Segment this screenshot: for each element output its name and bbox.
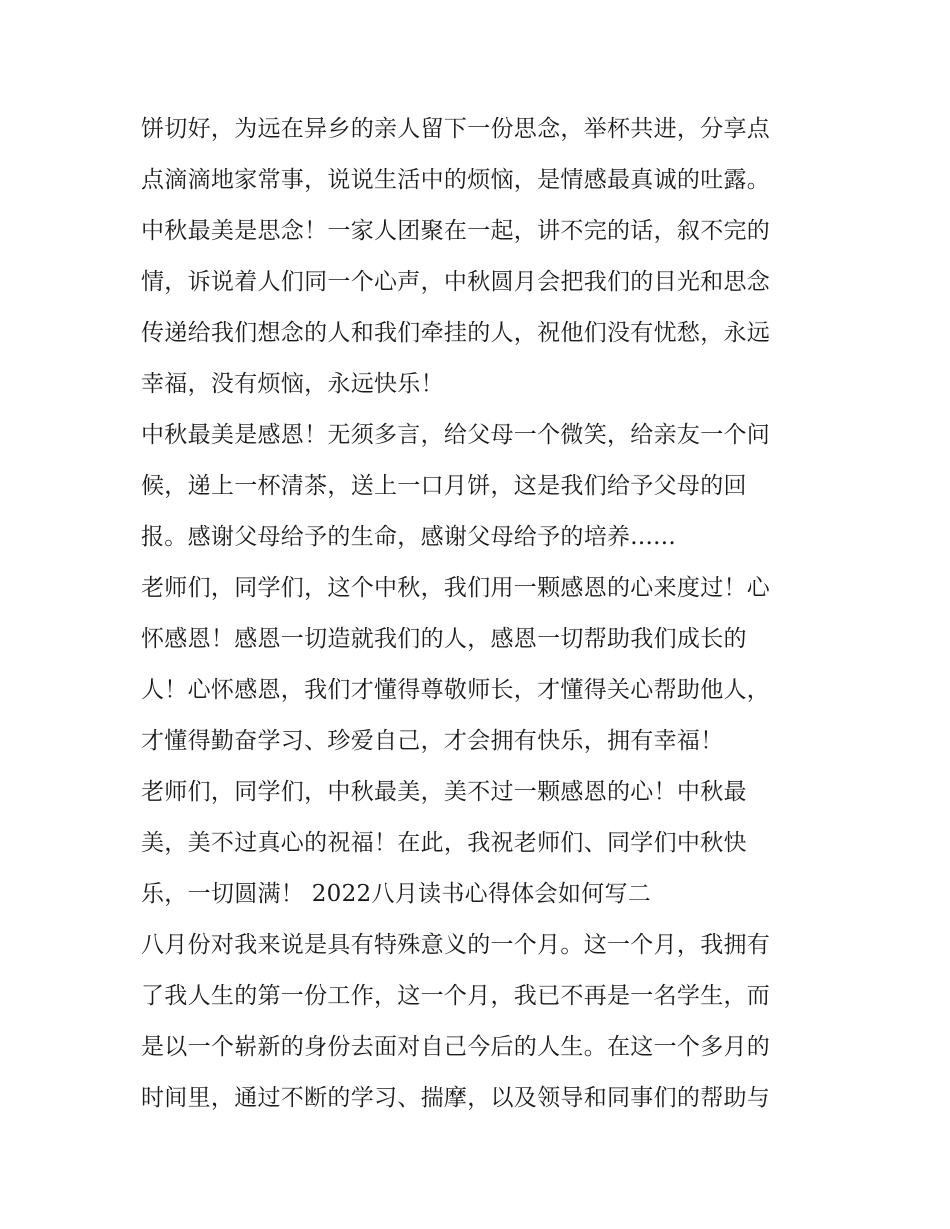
text-line: 老师们，同学们，这个中秋，我们用一颗感恩的心来度过！心 [141,575,771,601]
text-line: 人！心怀感恩，我们才懂得尊敬师长，才懂得关心帮助他人， [141,677,771,703]
text-line: 中秋最美是思念！一家人团聚在一起，讲不完的话，叙不完的 [141,218,771,244]
text-line: 饼切好，为远在异乡的亲人留下一份思念，举杯共进，分享点 [141,116,771,142]
text-line: 传递给我们想念的人和我们牵挂的人，祝他们没有忧愁，永远 [141,320,771,346]
text-line: 八月份对我来说是具有特殊意义的一个月。这一个月，我拥有 [141,932,771,958]
text-line: 怀感恩！感恩一切造就我们的人，感恩一切帮助我们成长的 [141,626,747,652]
text-line: 乐，一切圆满！ 2022八月读书心得体会如何写二 [141,881,652,907]
body-text [141,104,821,1124]
text-line: 幸福，没有烦恼，永远快乐！ [141,371,444,397]
text-line: 美，美不过真心的祝福！在此，我祝老师们、同学们中秋快 [141,830,747,856]
text-line: 是以一个崭新的身份去面对自己今后的人生。在这一个多月的 [141,1034,771,1060]
text-line: 时间里，通过不断的学习、揣摩，以及领导和同事们的帮助与 [141,1085,771,1111]
text-line: 了我人生的第一份工作，这一个月，我已不再是一名学生，而 [141,983,771,1009]
text-line: 候，递上一杯清茶，送上一口月饼，这是我们给予父母的回 [141,473,747,499]
text-line: 才懂得勤奋学习、珍爱自己，才会拥有快乐，拥有幸福！ [141,728,724,754]
text-line: 老师们，同学们，中秋最美，美不过一颗感恩的心！中秋最 [141,779,747,805]
text-line: 情，诉说着人们同一个心声，中秋圆月会把我们的目光和思念 [141,269,771,295]
text-line: 点滴滴地家常事，说说生活中的烦恼，是情感最真诚的吐露。 [141,167,771,193]
text-line: 报。感谢父母给予的生命，感谢父母给予的培养...... [141,524,676,550]
text-line: 中秋最美是感恩！无须多言，给父母一个微笑，给亲友一个问 [141,422,771,448]
